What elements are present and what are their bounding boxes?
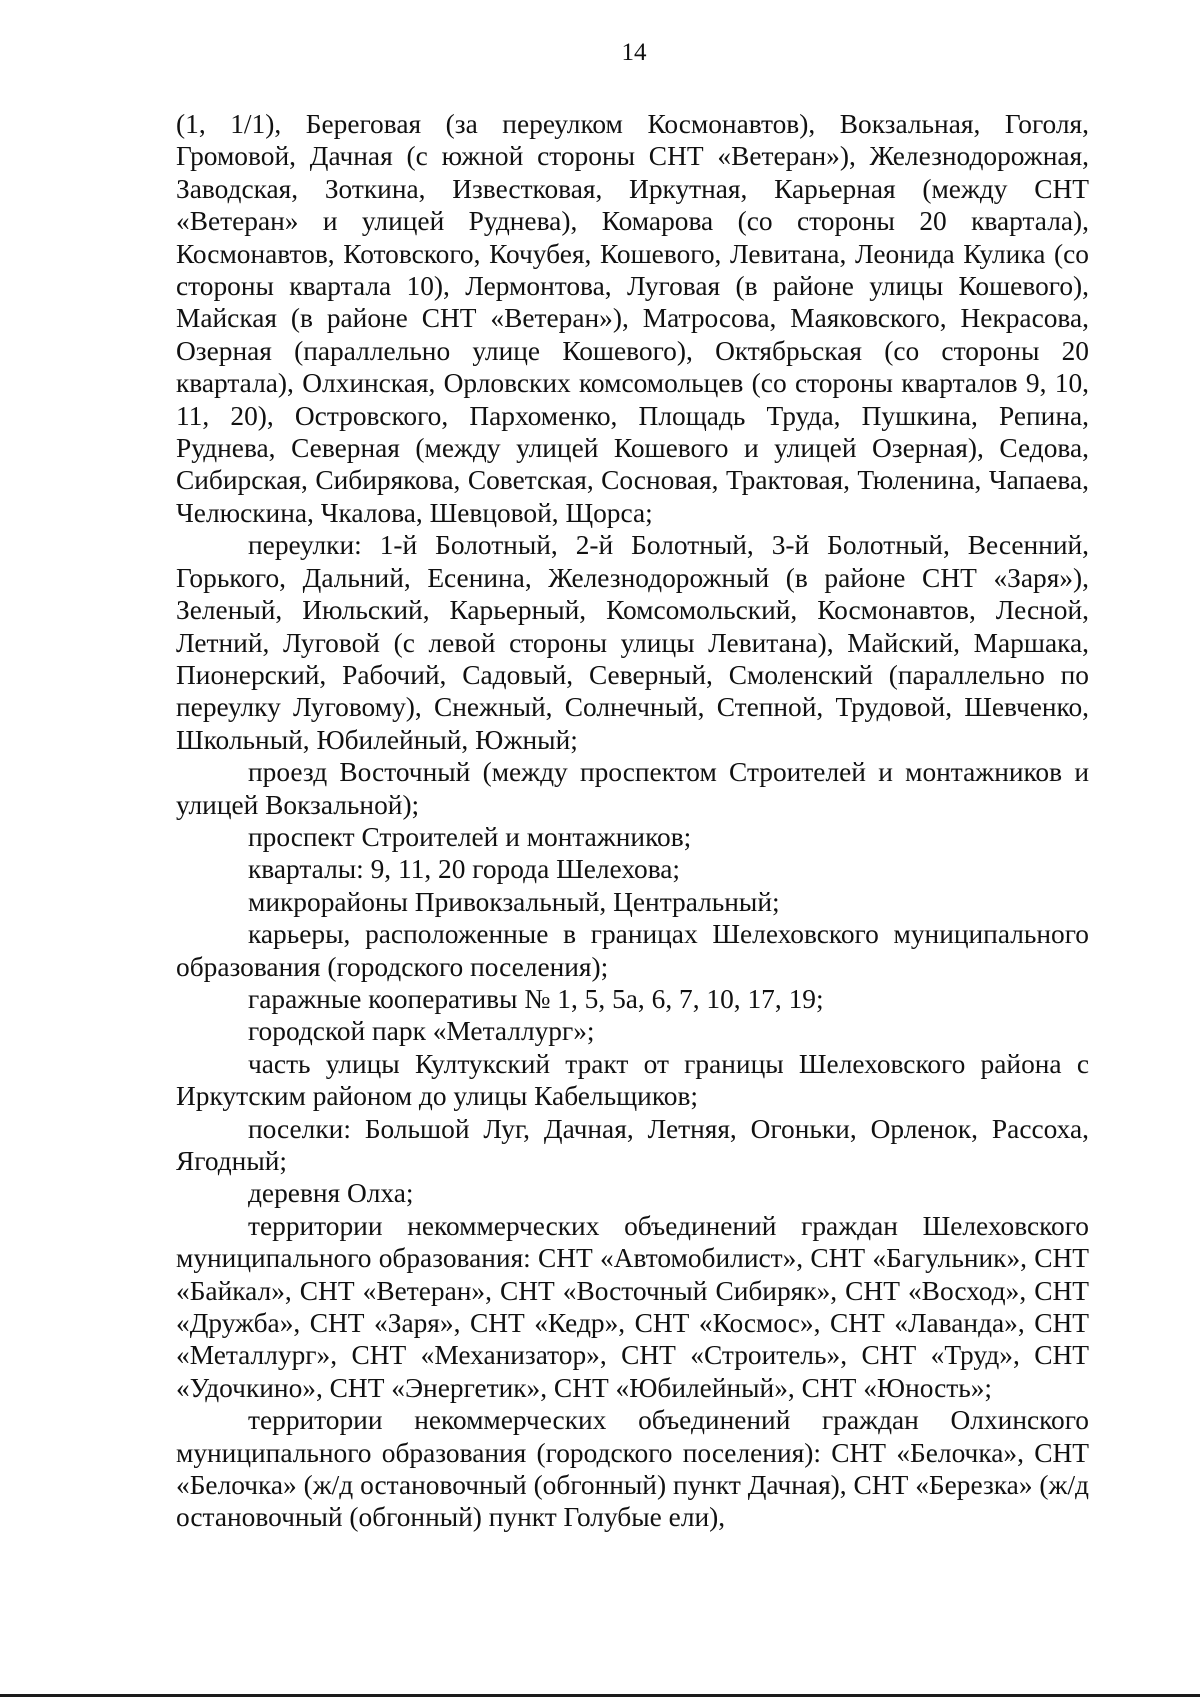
paragraph-settlements: поселки: Большой Луг, Дачная, Летняя, Огоньки, Орленок, Рассоха, Ягодный; bbox=[176, 1113, 1089, 1176]
paragraph-quarters: кварталы: 9, 11, 20 города Шелехова; bbox=[248, 854, 681, 885]
paragraph-lanes: переулки: 1-й Болотный, 2-й Болотный, 3-й Болотный, Весенний, Горького, Дальний, Есенина, Железнодорожный (в районе СНТ «Заря»), Зеленый, Июльский, Карьерный, Комсомольский, Космонавтов, Лесной, Летний, Луговой (с левой стороны улицы Левитана), Майский, Маршака, Пионерский, Рабочий, Садовый, Северный, Смоленский (параллельно по переулку Луговому), Снежный, Солнечный, Степной, Трудовой, Шевченко, Школьный, Юбилейный, Южный; bbox=[176, 530, 1089, 755]
paragraph-village: деревня Олха; bbox=[248, 1178, 414, 1209]
paragraph-avenue: проспект Строителей и монтажников; bbox=[248, 821, 692, 852]
paragraph-city-park: городской парк «Металлург»; bbox=[248, 1016, 595, 1047]
paragraph-kultuk-tract: часть улицы Култукский тракт от границы Шелеховского района с Иркутским районом до улицы Кабельщиков; bbox=[176, 1048, 1089, 1112]
paragraph-microdistricts: микрорайоны Привокзальный, Центральный; bbox=[248, 886, 780, 917]
paragraph-streets: (1, 1/1), Береговая (за переулком Космонавтов), Вокзальная, Гоголя, Громовой, Дачная (с южной стороны СНТ «Ветеран»), Железнодорожная, Заводская, Зоткина, Известковая, Иркутная, Карьерная (между СНТ «Ветеран» и улицей Руднева), Комарова (со стороны 20 квартала), Космонавтов, Котовского, Кочубея, Кошевого, Левитана, Леонида Кулика (со стороны квартала 10), Лермонтова, Луговая (в районе улицы Кошевого), Майская (в районе СНТ «Ветеран»), Матросова, Маяковского, Некрасова, Озерная (параллельно улице Кошевого), Октябрьская (со стороны 20 квартала), Олхинская, Орловских комсомольцев (со стороны кварталов 9, 10, 11, 20), Островского, Пархоменко, Площадь Труда, Пушкина, Репина, Руднева, Северная (между улицей Кошевого и улицей Озерная), Седова, Сибирская, Сибирякова, Советская, Сосновая, Трактовая, Тюленина, Чапаева, Челюскина, Чкалова, Шевцовой, Щорса; bbox=[176, 109, 1089, 528]
document-body bbox=[176, 108, 1089, 1534]
paragraph-olkha-snt: территории некоммерческих объединений граждан Олхинского муниципального образования (городского поселения): СНТ «Белочка», СНТ «Белочка» (ж/д остановочный (обгонный) пункт Дачная), СНТ «Березка» (ж/д остановочный (обгонный) пункт Голубые ели), bbox=[176, 1405, 1089, 1533]
paragraph-shelekhov-snt: территории некоммерческих объединений граждан Шелеховского муниципального образования: СНТ «Автомобилист», СНТ «Багульник», СНТ «Байкал», СНТ «Ветеран», СНТ «Восточный Сибиряк», СНТ «Восход», СНТ «Дружба», СНТ «Заря», СНТ «Кедр», СНТ «Космос», СНТ «Лаванда», СНТ «Металлург», СНТ «Механизатор», СНТ «Строитель», СНТ «Труд», СНТ «Удочкино», СНТ «Энергетик», СНТ «Юбилейный», СНТ «Юность»; bbox=[176, 1210, 1089, 1403]
paragraph-passage: проезд Восточный (между проспектом Строителей и монтажников и улицей Вокзальной); bbox=[176, 757, 1089, 820]
page-number: 14 bbox=[621, 39, 647, 66]
paragraph-garage-cooperatives: гаражные кооперативы № 1, 5, 5а, 6, 7, 10, 17, 19; bbox=[248, 983, 824, 1014]
paragraph-quarries: карьеры, расположенные в границах Шелеховского муниципального образования (городского поселения); bbox=[176, 919, 1089, 982]
